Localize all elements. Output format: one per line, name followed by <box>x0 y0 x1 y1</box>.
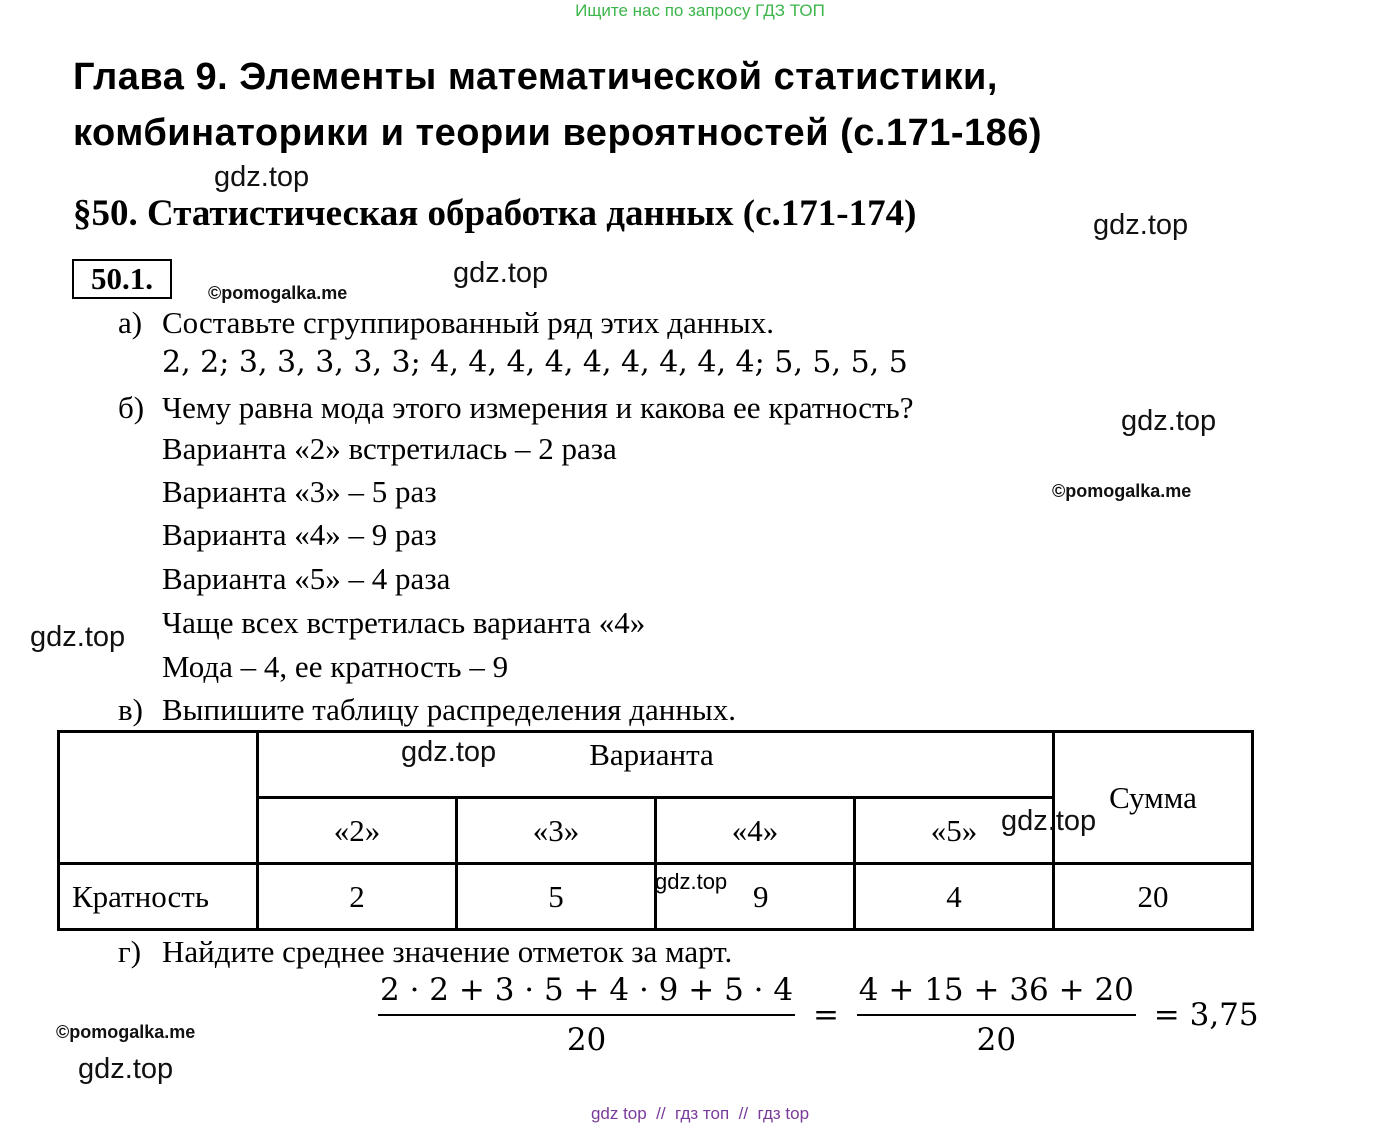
watermark-gdz: gdz.top <box>401 736 497 768</box>
mean-result: = 3,75 <box>1153 997 1259 1033</box>
variant-header-label: Варианта <box>589 737 714 772</box>
watermark-pomogalka: ©pomogalka.me <box>1052 481 1192 501</box>
watermark-gdz: gdz.top <box>453 257 549 289</box>
variant-header <box>258 732 1054 798</box>
fraction-2 <box>857 972 1136 1058</box>
part-a-marker: а) <box>118 305 143 340</box>
sum-header: Сумма <box>1054 732 1253 864</box>
count-cell: 4 <box>855 864 1054 930</box>
fraction-1-numerator: 2 · 2 + 3 · 5 + 4 · 9 + 5 · 4 <box>380 972 794 1008</box>
variant-cell: «5» <box>855 798 1054 864</box>
answer-line: Чаще всех встретилась варианта «4» <box>162 605 646 640</box>
fraction-1 <box>378 972 795 1058</box>
row-label: Кратность <box>59 864 258 930</box>
part-v-question: Выпишите таблицу распределения данных. <box>162 692 736 727</box>
total-cell: 20 <box>1054 864 1253 930</box>
top-banner: Ищите нас по запросу ГДЗ ТОП <box>575 1 825 20</box>
watermark-pomogalka: ©pomogalka.me <box>56 1022 196 1042</box>
chapter-title-line-2: комбинаторики и теории вероятностей (с.171-186) <box>73 112 1043 154</box>
answer-line: Варианта «3» – 5 раз <box>162 474 437 509</box>
part-g-question: Найдите среднее значение отметок за март. <box>162 934 733 969</box>
section-title: §50. Статистическая обработка данных (с.171-174) <box>73 193 917 234</box>
part-b-marker: б) <box>118 390 145 425</box>
part-v-marker: в) <box>118 692 143 727</box>
fraction-2-denominator: 20 <box>857 1014 1136 1058</box>
part-g-marker: г) <box>118 934 142 969</box>
problem-number: 50.1. <box>72 259 172 299</box>
answer-line: Варианта «4» – 9 раз <box>162 517 437 552</box>
watermark-gdz: gdz.top <box>214 161 310 193</box>
equals-sign: = <box>812 997 839 1033</box>
count-cell: 5 <box>457 864 656 930</box>
watermark-pomogalka: ©pomogalka.me <box>208 283 348 303</box>
watermark-gdz: gdz.top <box>1121 405 1217 437</box>
footer-links: gdz top // гдз топ // гдз top <box>590 1104 810 1123</box>
watermark-gdz: gdz.top <box>78 1053 174 1085</box>
table-corner-cell <box>59 732 258 864</box>
answer-line: Мода – 4, ее кратность – 9 <box>162 649 509 684</box>
answer-line: Варианта «5» – 4 раза <box>162 561 451 596</box>
mean-formula <box>378 972 1259 1058</box>
watermark-gdz: gdz.top <box>655 869 728 894</box>
variant-cell: «4» <box>656 798 855 864</box>
variant-cell: «2» <box>258 798 457 864</box>
variant-cell: «3» <box>457 798 656 864</box>
count-cell: 2 <box>258 864 457 930</box>
watermark-gdz: gdz.top <box>30 621 126 653</box>
watermark-gdz: gdz.top <box>1093 209 1189 241</box>
data-series: 2, 2; 3, 3, 3, 3, 3; 4, 4, 4, 4, 4, 4, 4, 4, 4; 5, 5, 5, 5 <box>162 345 908 380</box>
chapter-title-line-1: Глава 9. Элементы математической статистики, <box>73 56 998 98</box>
fraction-1-denominator: 20 <box>378 1014 795 1058</box>
part-b-question: Чему равна мода этого измерения и какова ее кратность? <box>162 390 914 425</box>
fraction-2-numerator: 4 + 15 + 36 + 20 <box>858 972 1134 1008</box>
answer-line: Варианта «2» встретилась – 2 раза <box>162 431 617 466</box>
part-a-question: Составьте сгруппированный ряд этих данных. <box>162 305 774 340</box>
count-cell: 9 <box>656 864 855 930</box>
watermark-gdz: gdz.top <box>1001 805 1097 837</box>
